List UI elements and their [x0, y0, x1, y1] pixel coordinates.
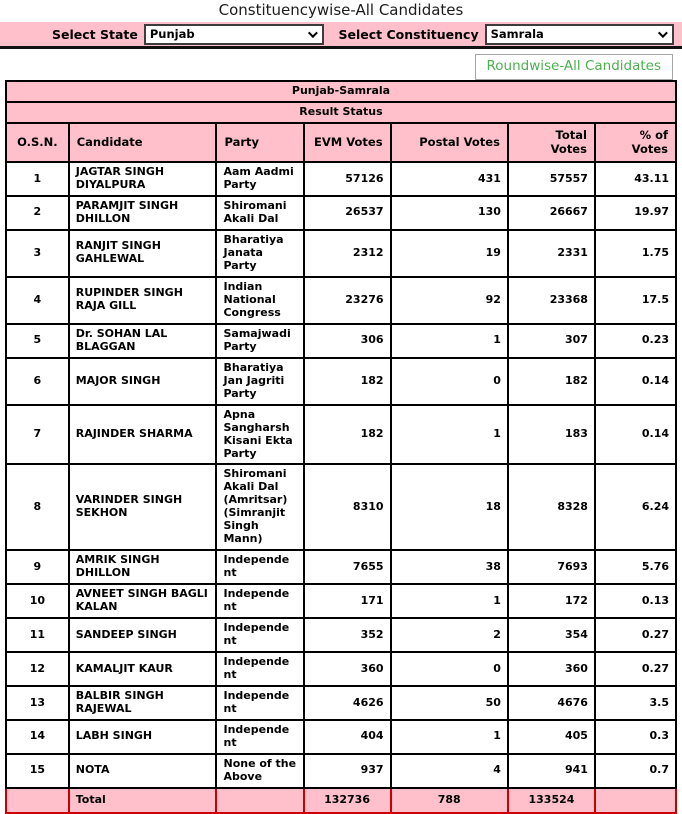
candidate-row [6, 405, 676, 465]
osn-cell: 8 [6, 464, 69, 550]
candidate-cell: BALBIR SINGH RAJEWAL [69, 686, 217, 720]
column-header-postal-votes: Postal Votes [391, 123, 508, 162]
results-table [5, 80, 677, 814]
candidate-cell: JAGTAR SINGH DIYALPURA [69, 162, 217, 196]
candidate-cell: SANDEEP SINGH [69, 618, 217, 652]
total-votes-cell: 183 [508, 405, 595, 465]
postal-votes-cell: 4 [391, 754, 508, 788]
total-votes-cell: 26667 [508, 196, 595, 230]
total-votes-cell: 57557 [508, 162, 595, 196]
total-votes-cell: 405 [508, 720, 595, 754]
column-header-row [6, 123, 676, 162]
candidate-cell: RANJIT SINGH GAHLEWAL [69, 230, 217, 277]
table-title-row [6, 81, 676, 102]
state-select-value: Punjab [149, 27, 195, 41]
osn-cell: 6 [6, 358, 69, 405]
candidate-row [6, 358, 676, 405]
pct-votes-cell: 6.24 [595, 464, 676, 550]
total-votes-cell: 172 [508, 584, 595, 618]
candidate-row [6, 584, 676, 618]
party-cell: Indian National Congress [216, 277, 303, 324]
column-header-candidate: Candidate [69, 123, 217, 162]
postal-votes-cell: 0 [391, 358, 508, 405]
select-state-label: Select State [52, 26, 138, 42]
osn-cell: 15 [6, 754, 69, 788]
party-cell: Aam Aadmi Party [216, 162, 303, 196]
osn-cell: 14 [6, 720, 69, 754]
candidate-cell: PARAMJIT SINGH DHILLON [69, 196, 217, 230]
party-cell: None of the Above [216, 754, 303, 788]
candidate-cell: KAMALJIT KAUR [69, 652, 217, 686]
result-status-header: Result Status [6, 102, 676, 123]
candidate-row [6, 720, 676, 754]
pct-votes-cell: 43.11 [595, 162, 676, 196]
column-header-party: Party [216, 123, 303, 162]
party-cell: Bharatiya Jan Jagriti Party [216, 358, 303, 405]
total-votes-cell: 2331 [508, 230, 595, 277]
pct-votes-cell: 0.14 [595, 358, 676, 405]
total-postal-votes-cell: 788 [391, 788, 508, 813]
pct-votes-cell: 17.5 [595, 277, 676, 324]
total-votes-cell: 8328 [508, 464, 595, 550]
candidate-row [6, 196, 676, 230]
osn-cell: 11 [6, 618, 69, 652]
pct-votes-cell: 0.23 [595, 324, 676, 358]
candidate-row [6, 324, 676, 358]
pct-votes-cell: 5.76 [595, 550, 676, 584]
party-cell: Independent [216, 550, 303, 584]
party-cell: Apna Sangharsh Kisani Ekta Party [216, 405, 303, 465]
party-cell: Independent [216, 720, 303, 754]
pct-votes-cell: 0.3 [595, 720, 676, 754]
pct-votes-cell: 19.97 [595, 196, 676, 230]
candidate-row [6, 162, 676, 196]
postal-votes-cell: 0 [391, 652, 508, 686]
total-votes-cell: 7693 [508, 550, 595, 584]
total-votes-cell: 4676 [508, 686, 595, 720]
evm-votes-cell: 8310 [304, 464, 391, 550]
osn-cell: 7 [6, 405, 69, 465]
party-cell: Independent [216, 618, 303, 652]
evm-votes-cell: 182 [304, 405, 391, 465]
postal-votes-cell: 50 [391, 686, 508, 720]
filter-bar [0, 22, 682, 49]
total-party-cell [216, 788, 303, 813]
constituency-select[interactable] [485, 24, 674, 45]
pct-votes-cell: 0.7 [595, 754, 676, 788]
postal-votes-cell: 18 [391, 464, 508, 550]
constituency-select-value: Samrala [490, 27, 544, 41]
candidate-row [6, 230, 676, 277]
total-label-cell: Total [69, 788, 217, 813]
candidate-cell: RUPINDER SINGH RAJA GILL [69, 277, 217, 324]
evm-votes-cell: 4626 [304, 686, 391, 720]
osn-cell: 5 [6, 324, 69, 358]
postal-votes-cell: 19 [391, 230, 508, 277]
postal-votes-cell: 2 [391, 618, 508, 652]
party-cell: Independent [216, 652, 303, 686]
osn-cell: 4 [6, 277, 69, 324]
postal-votes-cell: 1 [391, 324, 508, 358]
evm-votes-cell: 360 [304, 652, 391, 686]
total-votes-cell: 354 [508, 618, 595, 652]
osn-cell: 3 [6, 230, 69, 277]
results-tbody [6, 162, 676, 788]
candidate-row [6, 464, 676, 550]
party-cell: Independent [216, 584, 303, 618]
column-header-total-votes: Total Votes [508, 123, 595, 162]
total-row [6, 788, 676, 813]
evm-votes-cell: 937 [304, 754, 391, 788]
evm-votes-cell: 404 [304, 720, 391, 754]
party-cell: Shiromani Akali Dal (Amritsar) (Simranjit Singh Mann) [216, 464, 303, 550]
postal-votes-cell: 92 [391, 277, 508, 324]
candidate-row [6, 686, 676, 720]
total-total-votes-cell: 133524 [508, 788, 595, 813]
party-cell: Bharatiya Janata Party [216, 230, 303, 277]
pct-votes-cell: 0.13 [595, 584, 676, 618]
candidate-row [6, 754, 676, 788]
osn-cell: 2 [6, 196, 69, 230]
candidate-row [6, 618, 676, 652]
postal-votes-cell: 1 [391, 405, 508, 465]
candidate-cell: Dr. SOHAN LAL BLAGGAN [69, 324, 217, 358]
evm-votes-cell: 57126 [304, 162, 391, 196]
roundwise-all-candidates-button[interactable]: Roundwise-All Candidates [475, 54, 674, 80]
osn-cell: 12 [6, 652, 69, 686]
candidate-cell: VARINDER SINGH SEKHON [69, 464, 217, 550]
candidate-cell: AMRIK SINGH DHILLON [69, 550, 217, 584]
party-cell: Samajwadi Party [216, 324, 303, 358]
column-header-evm-votes: EVM Votes [304, 123, 391, 162]
evm-votes-cell: 306 [304, 324, 391, 358]
total-votes-cell: 182 [508, 358, 595, 405]
candidate-row [6, 652, 676, 686]
actions-bar [0, 49, 682, 80]
candidate-row [6, 277, 676, 324]
candidate-cell: NOTA [69, 754, 217, 788]
total-votes-cell: 23368 [508, 277, 595, 324]
page-title: Constituencywise-All Candidates [218, 1, 464, 19]
evm-votes-cell: 26537 [304, 196, 391, 230]
candidate-cell: LABH SINGH [69, 720, 217, 754]
party-cell: Shiromani Akali Dal [216, 196, 303, 230]
total-votes-cell: 307 [508, 324, 595, 358]
total-votes-cell: 360 [508, 652, 595, 686]
evm-votes-cell: 352 [304, 618, 391, 652]
evm-votes-cell: 2312 [304, 230, 391, 277]
postal-votes-cell: 130 [391, 196, 508, 230]
postal-votes-cell: 38 [391, 550, 508, 584]
osn-cell: 1 [6, 162, 69, 196]
postal-votes-cell: 1 [391, 720, 508, 754]
candidate-cell: RAJINDER SHARMA [69, 405, 217, 465]
pct-votes-cell: 0.27 [595, 652, 676, 686]
table-title: Punjab-Samrala [6, 81, 676, 102]
column-header-pct-votes: % of Votes [595, 123, 676, 162]
evm-votes-cell: 23276 [304, 277, 391, 324]
candidate-cell: MAJOR SINGH [69, 358, 217, 405]
postal-votes-cell: 431 [391, 162, 508, 196]
chevron-down-icon [658, 28, 668, 38]
postal-votes-cell: 1 [391, 584, 508, 618]
pct-votes-cell: 3.5 [595, 686, 676, 720]
evm-votes-cell: 7655 [304, 550, 391, 584]
osn-cell: 10 [6, 584, 69, 618]
total-evm-votes-cell: 132736 [304, 788, 391, 813]
total-pct-votes-cell [595, 788, 676, 813]
select-constituency-label: Select Constituency [338, 26, 479, 42]
osn-cell: 9 [6, 550, 69, 584]
pct-votes-cell: 0.14 [595, 405, 676, 465]
state-select[interactable] [144, 24, 325, 45]
pct-votes-cell: 0.27 [595, 618, 676, 652]
candidate-row [6, 550, 676, 584]
osn-cell: 13 [6, 686, 69, 720]
candidate-cell: AVNEET SINGH BAGLI KALAN [69, 584, 217, 618]
pct-votes-cell: 1.75 [595, 230, 676, 277]
evm-votes-cell: 182 [304, 358, 391, 405]
party-cell: Independent [216, 686, 303, 720]
total-osn-cell [6, 788, 69, 813]
column-header-osn: O.S.N. [6, 123, 69, 162]
evm-votes-cell: 171 [304, 584, 391, 618]
chevron-down-icon [308, 28, 318, 38]
total-votes-cell: 941 [508, 754, 595, 788]
result-status-row [6, 102, 676, 123]
